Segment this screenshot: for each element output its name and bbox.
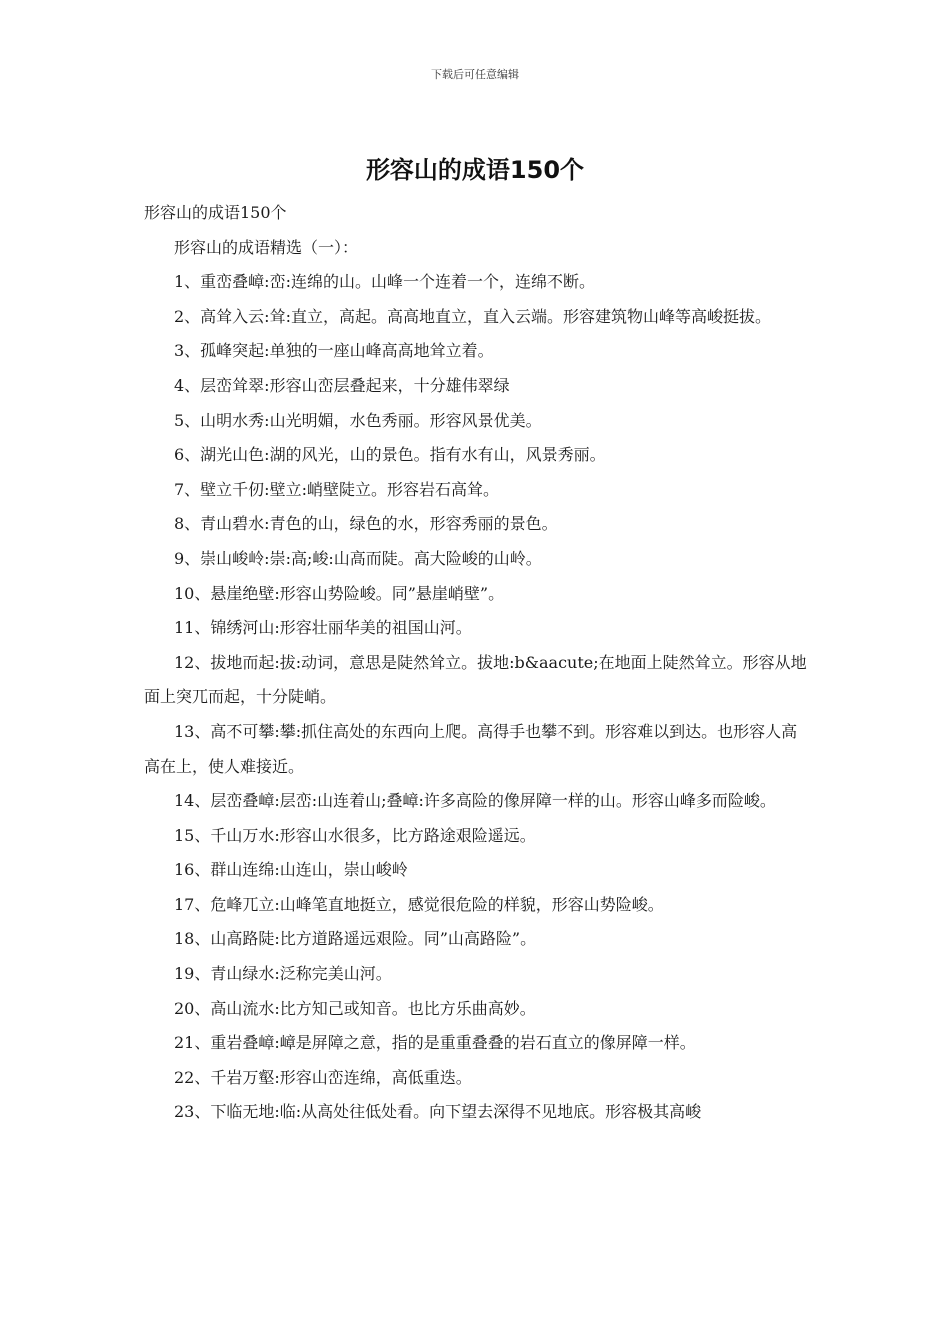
list-item: 19、青山绿水:泛称完美山河。 [174,964,392,984]
list-item: 2、高耸入云:耸:直立，高起。高高地直立，直入云端。形容建筑物山峰等高峻挺拔。 [174,306,771,326]
list-item: 14、层峦叠嶂:层峦:山连着山;叠嶂:许多高险的像屏障一样的山。形容山峰多而险峻。 [174,791,776,811]
list-item: 20、高山流水:比方知己或知音。也比方乐曲高妙。 [174,998,536,1018]
list-item: 8、青山碧水:青色的山，绿色的水，形容秀丽的景色。 [174,514,558,534]
list-item: 12、拔地而起:拔:动词，意思是陡然耸立。拔地:b&aacute;在地面上陡然耸立。形容从地面上突兀而起，十分陡峭。 [144,652,807,707]
list-item: 7、壁立千仞:壁立:峭壁陡立。形容岩石高耸。 [174,479,499,499]
list-item: 13、高不可攀:攀:抓住高处的东西向上爬。高得手也攀不到。形容难以到达。也形容人高高在上，使人难接近。 [144,721,798,776]
subtitle-line: 形容山的成语150个 [144,203,287,222]
list-item: 10、悬崖绝壁:形容山势险峻。同”悬崖峭壁”。 [174,583,505,603]
list-item: 1、重峦叠嶂:峦:连绵的山。山峰一个连着一个，连绵不断。 [174,272,595,292]
list-item: 15、千山万水:形容山水很多，比方路途艰险遥远。 [174,825,536,845]
list-item: 3、孤峰突起:单独的一座山峰高高地耸立着。 [174,341,494,361]
list-item: 17、危峰兀立:山峰笔直地挺立，感觉很危险的样貌，形容山势险峻。 [174,894,664,914]
list-item: 23、下临无地:临:从高处往低处看。向下望去深得不见地底。形容极其高峻 [174,1102,702,1122]
list-item: 6、湖光山色:湖的风光，山的景色。指有水有山，风景秀丽。 [174,445,606,465]
list-item: 21、重岩叠嶂:嶂是屏障之意，指的是重重叠叠的岩石直立的像屏障一样。 [174,1033,696,1053]
list-item: 16、群山连绵:山连山，崇山峻岭 [174,860,408,880]
section-heading: 形容山的成语精选（一）： [174,237,359,257]
list-item: 11、锦绣河山:形容壮丽华美的祖国山河。 [174,618,472,638]
list-item: 4、层峦耸翠:形容山峦层叠起来，十分雄伟翠绿 [174,375,510,395]
document-title: 形容山的成语150个 [365,156,585,184]
list-item: 5、山明水秀:山光明媚，水色秀丽。形容风景优美。 [174,410,542,430]
list-item: 9、崇山峻岭:崇:高;峻:山高而陡。高大险峻的山岭。 [174,548,542,568]
document-body [144,196,810,1130]
list-item: 22、千岩万壑:形容山峦连绵，高低重迭。 [174,1067,472,1087]
header-note: 下载后可任意编辑 [431,68,519,81]
list-item: 18、山高路陡:比方道路遥远艰险。同”山高路险”。 [174,929,537,949]
